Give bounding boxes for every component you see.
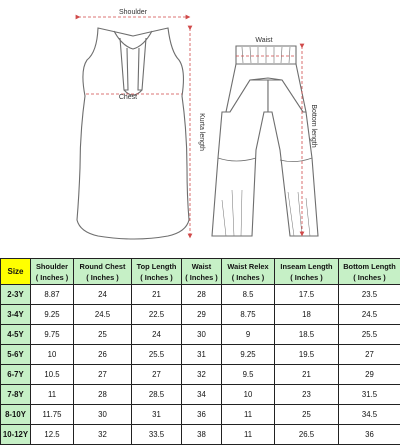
top-length-cell: 31 bbox=[132, 405, 182, 425]
size-cell: 10-12Y bbox=[1, 425, 31, 445]
inseam-cell: 17.5 bbox=[275, 285, 339, 305]
table-row bbox=[1, 305, 400, 325]
table-row bbox=[1, 385, 400, 405]
waist-relex-cell: 8.5 bbox=[222, 285, 275, 305]
inseam-cell: 21 bbox=[275, 365, 339, 385]
waist-relex-cell: 9.25 bbox=[222, 345, 275, 365]
chest-cell: 27 bbox=[74, 365, 132, 385]
shoulder-cell: 9.75 bbox=[31, 325, 74, 345]
waist-cell: 34 bbox=[182, 385, 222, 405]
bottom-length-cell: 34.5 bbox=[339, 405, 400, 425]
header-shoulder: Shoulder ( Inches ) bbox=[31, 259, 74, 285]
bottom-length-cell: 36 bbox=[339, 425, 400, 445]
chest-cell: 30 bbox=[74, 405, 132, 425]
shoulder-cell: 8.87 bbox=[31, 285, 74, 305]
chest-cell: 24 bbox=[74, 285, 132, 305]
top-length-cell: 27 bbox=[132, 365, 182, 385]
chest-cell: 28 bbox=[74, 385, 132, 405]
bottom-length-cell: 24.5 bbox=[339, 305, 400, 325]
shoulder-label: Shoulder bbox=[119, 9, 148, 16]
table-row bbox=[1, 365, 400, 385]
bottom-length-cell: 29 bbox=[339, 365, 400, 385]
waist-cell: 28 bbox=[182, 285, 222, 305]
top-length-cell: 25.5 bbox=[132, 345, 182, 365]
waist-relex-cell: 9.5 bbox=[222, 365, 275, 385]
table-header-row bbox=[1, 259, 400, 285]
waist-cell: 36 bbox=[182, 405, 222, 425]
waist-relex-cell: 11 bbox=[222, 425, 275, 445]
waist-relex-cell: 11 bbox=[222, 405, 275, 425]
bottom-length-cell: 23.5 bbox=[339, 285, 400, 305]
chest-label: Chest bbox=[119, 94, 137, 101]
chest-cell: 26 bbox=[74, 345, 132, 365]
bottom-length-cell: 27 bbox=[339, 345, 400, 365]
top-length-cell: 28.5 bbox=[132, 385, 182, 405]
table-row bbox=[1, 405, 400, 425]
header-size: Size bbox=[1, 259, 31, 285]
table-row bbox=[1, 285, 400, 305]
shoulder-cell: 11 bbox=[31, 385, 74, 405]
inseam-cell: 25 bbox=[275, 405, 339, 425]
inseam-cell: 19.5 bbox=[275, 345, 339, 365]
table-row bbox=[1, 345, 400, 365]
waist-cell: 29 bbox=[182, 305, 222, 325]
shoulder-cell: 10.5 bbox=[31, 365, 74, 385]
waist-cell: 32 bbox=[182, 365, 222, 385]
size-cell: 8-10Y bbox=[1, 405, 31, 425]
size-cell: 5-6Y bbox=[1, 345, 31, 365]
bottom-length-cell: 31.5 bbox=[339, 385, 400, 405]
inseam-cell: 18 bbox=[275, 305, 339, 325]
top-length-cell: 21 bbox=[132, 285, 182, 305]
shoulder-cell: 11.75 bbox=[31, 405, 74, 425]
waist-cell: 38 bbox=[182, 425, 222, 445]
shoulder-cell: 10 bbox=[31, 345, 74, 365]
waist-label: Waist bbox=[255, 37, 272, 44]
kurta-illustration bbox=[77, 28, 189, 239]
inseam-cell: 18.5 bbox=[275, 325, 339, 345]
size-chart-table bbox=[0, 258, 400, 445]
table-row bbox=[1, 425, 400, 445]
shoulder-cell: 12.5 bbox=[31, 425, 74, 445]
top-length-cell: 24 bbox=[132, 325, 182, 345]
header-inseam-length: Inseam Length ( Inches ) bbox=[275, 259, 339, 285]
top-length-cell: 22.5 bbox=[132, 305, 182, 325]
bottom-length-cell: 25.5 bbox=[339, 325, 400, 345]
waist-relex-cell: 8.75 bbox=[222, 305, 275, 325]
size-cell: 6-7Y bbox=[1, 365, 31, 385]
waist-relex-cell: 10 bbox=[222, 385, 275, 405]
kurta-length-label: Kurta length bbox=[198, 113, 205, 151]
inseam-cell: 23 bbox=[275, 385, 339, 405]
waist-cell: 30 bbox=[182, 325, 222, 345]
header-round-chest: Round Chest ( Inches ) bbox=[74, 259, 132, 285]
shoulder-cell: 9.25 bbox=[31, 305, 74, 325]
top-length-cell: 33.5 bbox=[132, 425, 182, 445]
table-row bbox=[1, 325, 400, 345]
chest-cell: 32 bbox=[74, 425, 132, 445]
bottom-length-label: Bottom length bbox=[310, 104, 317, 147]
inseam-cell: 26.5 bbox=[275, 425, 339, 445]
size-cell: 4-5Y bbox=[1, 325, 31, 345]
header-bottom-length: Bottom Length ( Inches ) bbox=[339, 259, 400, 285]
header-waist-relex: Waist Relex ( Inches ) bbox=[222, 259, 275, 285]
size-cell: 2-3Y bbox=[1, 285, 31, 305]
chest-cell: 25 bbox=[74, 325, 132, 345]
chest-cell: 24.5 bbox=[74, 305, 132, 325]
header-top-length: Top Length ( Inches ) bbox=[132, 259, 182, 285]
size-cell: 7-8Y bbox=[1, 385, 31, 405]
header-waist: Waist ( Inches ) bbox=[182, 259, 222, 285]
size-cell: 3-4Y bbox=[1, 305, 31, 325]
waist-cell: 31 bbox=[182, 345, 222, 365]
waist-relex-cell: 9 bbox=[222, 325, 275, 345]
